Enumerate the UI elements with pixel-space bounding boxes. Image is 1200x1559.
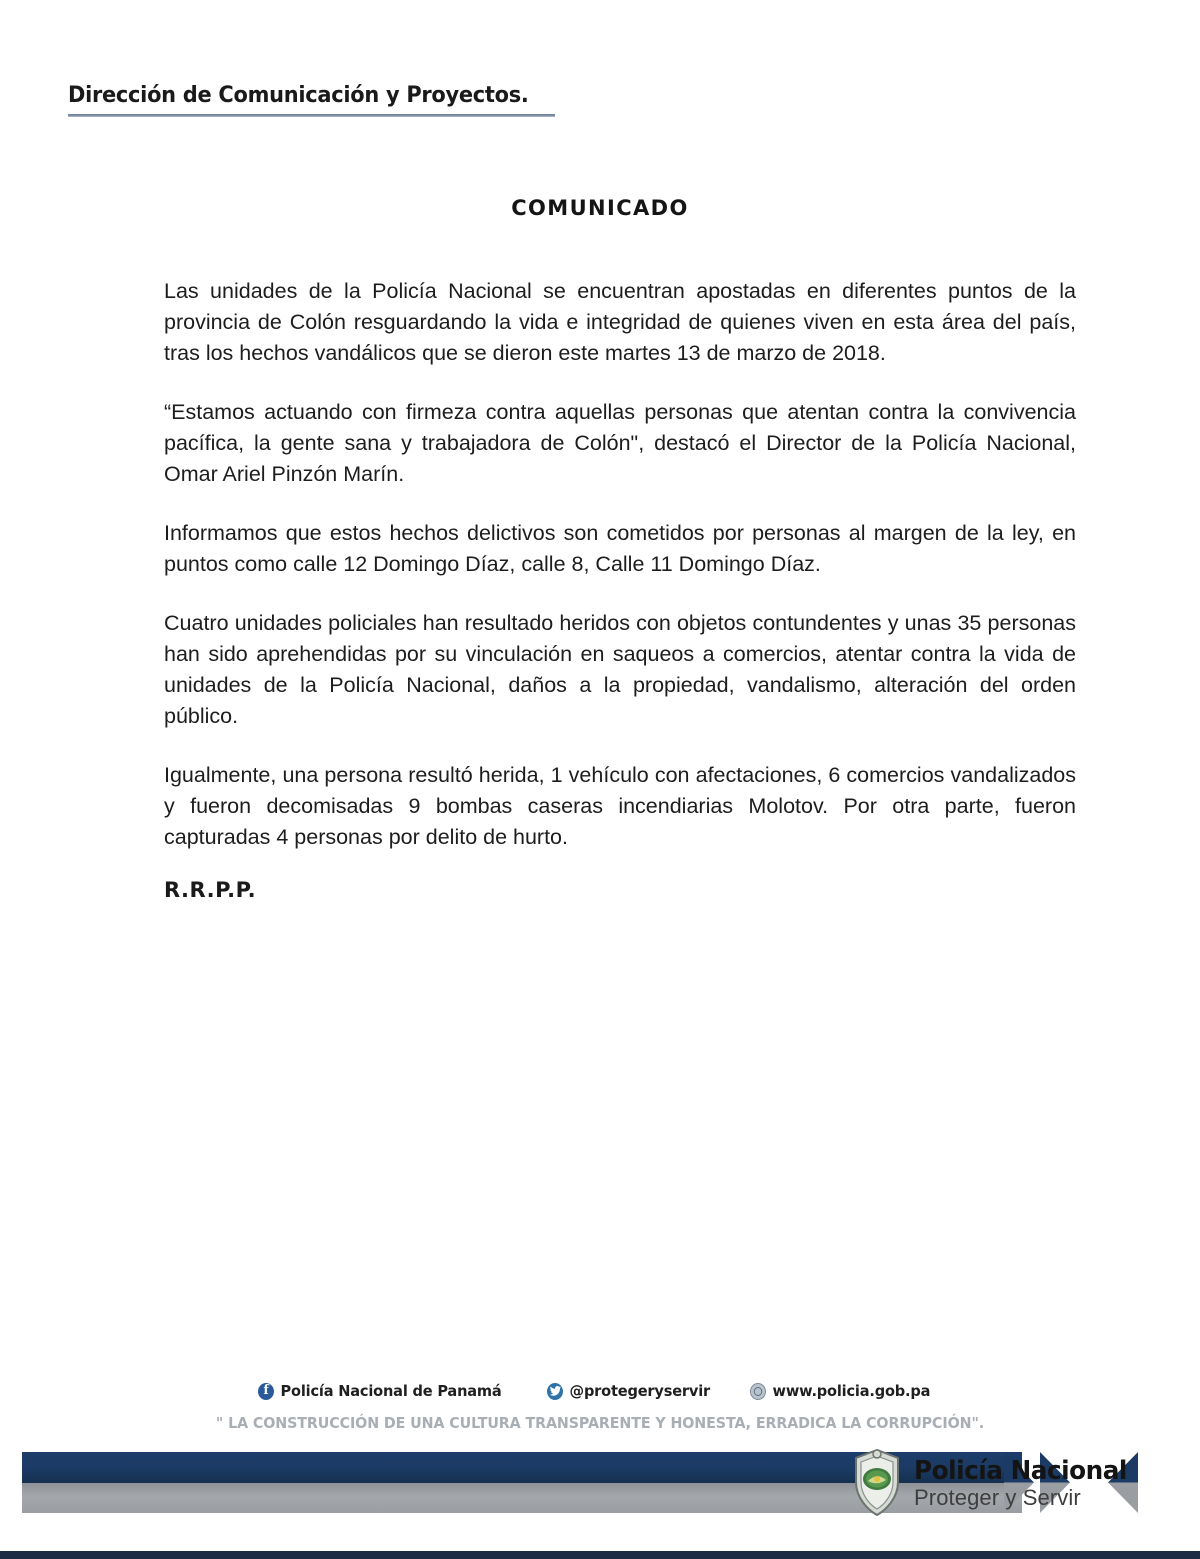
body-paragraph: Informamos que estos hechos delictivos son cometidos por personas al margen de la ley, en puntos como calle 12 Domingo Díaz, calle 8, Calle 11 Domingo Díaz. (164, 521, 1076, 576)
footer-social-row (0, 1382, 1200, 1400)
police-shield-icon (848, 1448, 906, 1518)
page-title: Dirección de Comunicación y Proyectos. (68, 82, 529, 108)
website-icon (750, 1383, 766, 1400)
footer-slogan: " LA CONSTRUCCIÓN DE UNA CULTURA TRANSPARENTE Y HONESTA, ERRADICA LA CORRUPCIÓN". (215, 1414, 985, 1432)
footer-banner (0, 1452, 1200, 1528)
logo-subtitle: Proteger y Servir (914, 1484, 1081, 1510)
body-paragraph: “Estamos actuando con firmeza contra aquellas personas que atentan contra la convivencia pacífica, la gente sana y trabajadora de Colón", destacó el Director de la Policía Nacional, Omar Ariel Pinzón Marín. (164, 400, 1076, 486)
document-body (164, 276, 1076, 853)
body-paragraph: Las unidades de la Policía Nacional se encuentran apostadas en diferentes puntos de la provincia de Colón resguardando la vida e integridad de quienes viven en esta área del país, tras los hechos vandálicos que se dieron este martes 13 de marzo de 2018. (164, 279, 1076, 365)
body-paragraph: Igualmente, una persona resultó herida, 1 vehículo con afectaciones, 6 comercios vandalizados y fueron decomisadas 9 bombas caseras incendiarias Molotov. Por otra parte, fueron capturadas 4 personas por delito de hurto. (164, 763, 1076, 849)
body-paragraph: Cuatro unidades policiales han resultado heridos con objetos contundentes y unas 35 personas han sido aprehendidas por su vinculación en saqueos a comercios, atentar contra la vida de unidades de la Policía Nacional, daños a la propiedad, vandalismo, alteración del orden público. (164, 611, 1076, 728)
header-underline (68, 114, 555, 117)
twitter-icon (547, 1383, 563, 1400)
footer-website-label: www.policia.gob.pa (772, 1382, 931, 1400)
footer-facebook-item[interactable] (258, 1382, 502, 1400)
page-bottom-edge (0, 1551, 1200, 1559)
police-logo (848, 1448, 1138, 1518)
signature-line: R.R.P.P. (164, 878, 257, 902)
footer-twitter-label: @protegeryservir (569, 1382, 710, 1400)
footer-website-item[interactable] (750, 1382, 930, 1400)
logo-title: Policía Nacional (914, 1455, 1127, 1486)
footer-twitter-item[interactable] (547, 1382, 710, 1400)
facebook-icon: f (258, 1383, 274, 1400)
communique-title: COMUNICADO (511, 196, 689, 220)
footer-facebook-label: Policía Nacional de Panamá (280, 1382, 502, 1400)
